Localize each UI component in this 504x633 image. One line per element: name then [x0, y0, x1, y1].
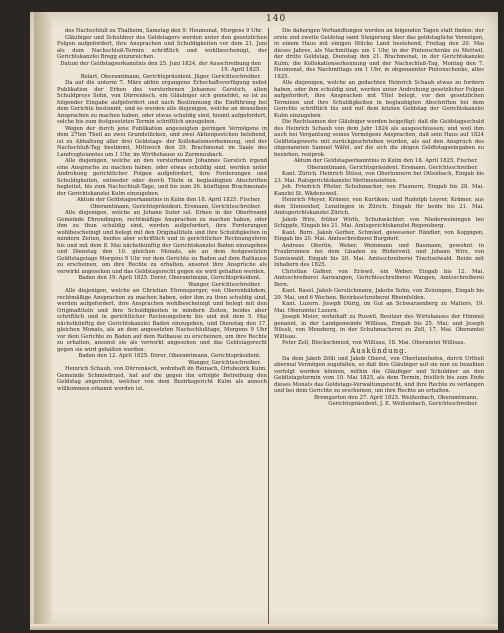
signature-line: Aktum der Geldstagserkanntnis in Kulm den 18. April 1825. Fischer, Oberamtmann, Gerichtspräsident. Ersmann, Gerichtsschreiber.: [76, 197, 261, 210]
notice-paragraph: Kant. Zürich. Heinrich Stüssi, von Oberlunnern bei Ottenbach, Eingab bis 23. Mai. Ratsgerichtskanzlei Mettmenstetten.: [274, 171, 484, 184]
page-bottom-edge: [30, 624, 498, 630]
notice-paragraph: Alle diejenigen, welche an Christian Ehrensperger, von Oberenbähdem, rechtmäßige Ansprachen zu machen haben, oder ihm zu thun schuldig sind, werden aufgefordert, ihre Ansprachen wohlbescheinigt und belegt mit den Originaltiteln und ihre Schuldigkeiten in mindern Zeiten, beides aber schriftlich und in gerichtlicher Rechnungsform bis und mit dem 5. Mai nächstkünftig der Gerichtskanzlei Baden einzugeben, und Dienstag den 17. gleichen Monats, als an dem angesetzten Nachschlußtage, Morgens 9 Uhr vor dem Gerichte zu Baden auf dem Rathause zu erscheinen, um ihre Rechte zu erhalten, ansonst sie als verwirkt angesehen und das Geldstagsrecht gegen sie wird gehalten werden.: [57, 288, 267, 353]
notice-paragraph: Alle diejenigen, welche an den verstorbenen Johannes Gerstich irgend eine Ansprache zu machen haben, oder etwas schuldig sind, werden unter Androhung gerichtlicher Folgen aufgefordert, ihre Forderungen und Schuldigkeiten, entweder oder durch Titeln in beglaubigten Abschriften begleitet, bis zum Nachschluß-Tage, und bis zum 26. künftigen Brachmonats der Gerichtskanzlei Kulm einzugeben.: [57, 158, 267, 197]
signature-line: Bremgarten den 27. April 1825. Weißenbach, Oberamtmann, Gerichtspräsident. J. E. Weißenbach, Gerichtsschreiber.: [313, 394, 478, 407]
notice-paragraph: Da auf die unterm 7. März abhin ergangene Erbschaftsverfügung nebst Publikation der Erben des verstorbenen Johannes Gerstich, alten Schuldpreys Sohn, von Dürrenäsch, ein Gläubiger sich gemeldet, so ist zu folgender Eingabe aufgefordert und nach Bestimmung die Einführung bei dem Gerichte bestimmt, und es werden alle diejenigen, welche an denselben Ansprachen zu machen haben, oder etwas schuldig sind, hiemit aufgefordert, solche bis zum festgesetzten Termin schriftlich anzugeben.: [57, 80, 267, 125]
notice-paragraph: Alle diejenigen, welche an Johann Suter sel. Erben in der Oberfreamt Gemeinde Ehrendingen, rechtmäßige Ansprachen zu machen haben, oder ihm zu thun schuldig sind, werden aufgefordert, ihre Forderungen wohlbescheinigt und belegt mit den Originaltiteln und ihre Schuldigkeiten in mindern Zeiten, beides aber schriftlich und in gerichtlicher Rechnungsform bis und mit dem 8. Mai nächstkünftig der Gerichtskanzlei Baden einzugeben und Dienstag den 10. gleichen Monats, als an dem festgesetzten Geldtstagstage Morgens 9 Uhr vor dem Gerichte zu Baden auf dem Rathause zu erscheinen, um ihre Rechte zu erhalten, ansonst ihre Ansprüche als verwirkt angesehen und das Geldstagsrecht gegen sie wird gehalten werden.: [57, 210, 267, 275]
notice-paragraph: Kant. Luzern. Joseph Dürig, im Gut an Schwarzenberg zu Malters, 19. Mai. Oberamtei Luzern.: [274, 301, 484, 314]
newspaper-page: [30, 12, 498, 630]
notice-paragraph: Kant. Basel. Jakob Gerstichmann, Jakobs Sohn, von Zeiningen, Eingab bis 20. Mai, und 6 Wochen. Bezirksschreiberei Rheinfelden.: [274, 288, 484, 301]
notice-paragraph: Kant. Bern. Jakob Gerber, Schmied, gewesener Händler, von Koppigen, Eingab bis 20. Mai. Amtsschreiberei Burgdorf.: [274, 229, 484, 242]
notice-paragraph: Jakob Wirz, früher Wirth, Schuhwächter, von Niederweiningen bei Schippfe, Eingab bis 21. Mai. Amtsgerichtskanzlei Regensberg.: [274, 216, 484, 229]
signature-line: Belart, Oberamtmann, Gerichtspräsident. Jäger, Gerichtsschreiber.: [80, 73, 261, 80]
notice-paragraph: Alle diejenigen, welche an gedachten Heinrich Schaub etwas zu fordern haben, oder ihm schuldig sind, werden unter Androhung gesetzlicher Folgen aufgefordert, ihre Ansprachen mit Titel belegt, vor den gesetzlichen Terminen und ihre Schuldigkeiten in beglaubigten Abschriften bei dem Gerichte schriftlich bis und mit dem letzten Geldstag der Gerichtskanzlei Kulm einzugeben.: [274, 80, 484, 119]
notice-paragraph: Peter Zell, Blockschmied, von Willisau, 18. Mai. Oberamtei Willisau.: [282, 340, 466, 346]
page-number: 140: [266, 14, 287, 24]
signature-line: Datum der Geldstagserkanntnis den 25. Juni 1824, der Ausschreibung den 19. April 1825.: [60, 60, 261, 73]
notice-paragraph: Heinrich Meyer, Krämer, von Kurtikon; und Rudolph Leyrer, Krämer, aus dem Steinenhof, Lenzlingen in Zürich. Eingab für beide bis 21. Mai. Amtsgerichtskanzlei Zürich.: [274, 197, 484, 216]
signature-line: Aktum der Geldstagserkanntnis in Kulm den 18. April 1825. Fischer, Oberamtmann, Gerichtspräsident. Ersmann, Gerichtsschreiber.: [293, 158, 478, 171]
notice-paragraph: Christian Gafner, von Eriswil, ein Weber. Eingab bis 12. Mai. Amtsschreiberei Aarwangen, Gerichtsschreiberei Wangen, Amtsschreiberei Bern.: [274, 268, 484, 288]
notice-paragraph: Heinrich Schaub, von Dürrenäsch, wohnhaft im Reinach, Ortsbezirk Kulm, Gemeinde Schmiedrued, hat auf die gegen ihn erfolgte Betreibung den Geldstag angerufen, welcher von dem Bezirksgericht Kulm als annoch willkommen erkannt worden ist.: [57, 366, 267, 392]
notice-paragraph: Joh. Friedrich Pfister, Schuhmacher, von Flaunern, Eingab bis 28. Mai. Kanzlei St. Wädensweil.: [274, 184, 484, 197]
notice-paragraph: Andreas Oberlin, Weber, Weinmann und Baumann, gewohnt in Fraubrunnen bei dem Gnaden zu Rüderswil; und Johann Wirz, von Sumiswald, Eingab bis 20. Mai. Amtsschreiberei Trachselwald. Beide mit Inhabern des 1825.: [274, 242, 484, 268]
page-gutter: [34, 12, 52, 630]
right-column: [274, 28, 484, 624]
notice-paragraph: Joseph Meier, wohnhaft zu Ruswil, Besitzer des Wirtshauses der Himmel genannt, in der Landgemeinde Willisau, Eingab bis 25. Mai; und Joseph Nüssli, von Menzberg, in der Schuhmacherei zu Zell, 17. Mai. Oberamtei Willisau.: [274, 314, 484, 340]
signature-line: Baden den 19. April 1825. Dorer, Oberamtmann, Gerichtspräsident. Wanger, Gerichtsschreiber.: [78, 275, 261, 288]
signature-line: Baden den 12. April 1825. Dorer, Oberamtmann, Gerichtspräsident. Wanger, Gerichtsschreiber.: [78, 353, 261, 366]
notice-paragraph: Die Rechtsamen der Gläubiger werden beigefügt: daß die Geldstagsschuld des Heinrich Schaub von dem Jahr 1824 als ausgeschlossen; und weil ihm auch bei Vergantung seines Vermögens Ansprachen, daß sein Haus auf 1824 Geldtstagswerts mit zurückgeschrieben wurden, als auf den Anspruch des obgenannten Samuel Wäfel, auf die sich die obigen Geldtstagseingaben zu beziehen, reziprok.: [274, 119, 484, 158]
column-divider: [268, 28, 269, 624]
left-column: [57, 28, 267, 624]
notice-paragraph: Gläubiger und Schuldner des Geldstagers werden unter den gesetzlichen Folgen aufgefordert, ihre Ansprachen und Schuldigkeiten vor dem 21. Juni als dem Nachschluß-Termin schriftlich und wohlbescheinigt, der Gerichtskanzlei Bregg einzureichen.: [57, 34, 267, 60]
notice-paragraph: Die daherigen Verhandlungen werden an folgenden Tagen statt finden: der erste und zweite Geldstag samt Steigerung über das geldstagliche Vermögen, in einem Haus mit einigen Stücke Land bestehend, Freitag den 20. Mai dieses Jahres, als Nachmittags um 1 Uhr, in der Pintenschenke zu Mettwil, der dritte Geldstag, Dienstag den 21. Brachmonat, in der Gerichtskanzlei Kulm; die Kollokationserkennung und der Nachschluß-Tag, Montag den 7. Heumonat, des Nachmittags um 1 Uhr, in obgenannter Pintenschenke, alles 1825.: [274, 28, 484, 80]
notice-paragraph: Da dem Jakob Zölli und Jakob Oberst, von Oberlunnhofen, durch Urtheil abermal Vermögen zugefallen, so daß ihre Gläubiger auf sie nun zu bezahlen verfolgt werden können, mithin die Gläubiger und Schuldner an den Geldtstagstermin vom 10. Mai 1825, als dem Termin, fristlich bis zum Ende dieses Monats das Geldstags-Verwaltungsrecht, und ihre Rechte zu verlangen und bei dem Gerichte zu erscheinen, um ihre Rechte an erhalten.: [274, 355, 484, 394]
notice-paragraph: Wegen der durch jene Publikation angezeigten geringen Vermögens in dem 27ten Theil an zwei Grundstücken, und zwei Aktienpostchen belebend, ist zu Abhaltung aller drei Geldstags- der Kollokationserkennung, und der Nachschluß-Tag bestimmt, Mittwoch den 29. Brachmonat im Saale des Landvogteiamtes um 1 Uhr, im Wirthshause zu Zurmnusbach.: [57, 125, 267, 158]
section-heading: Auskündung.: [350, 346, 408, 355]
notice-paragraph: des Nachschluß zu Thalheim, Samstag den 9. Heumonat, Morgens 9 Uhr.: [65, 28, 263, 34]
